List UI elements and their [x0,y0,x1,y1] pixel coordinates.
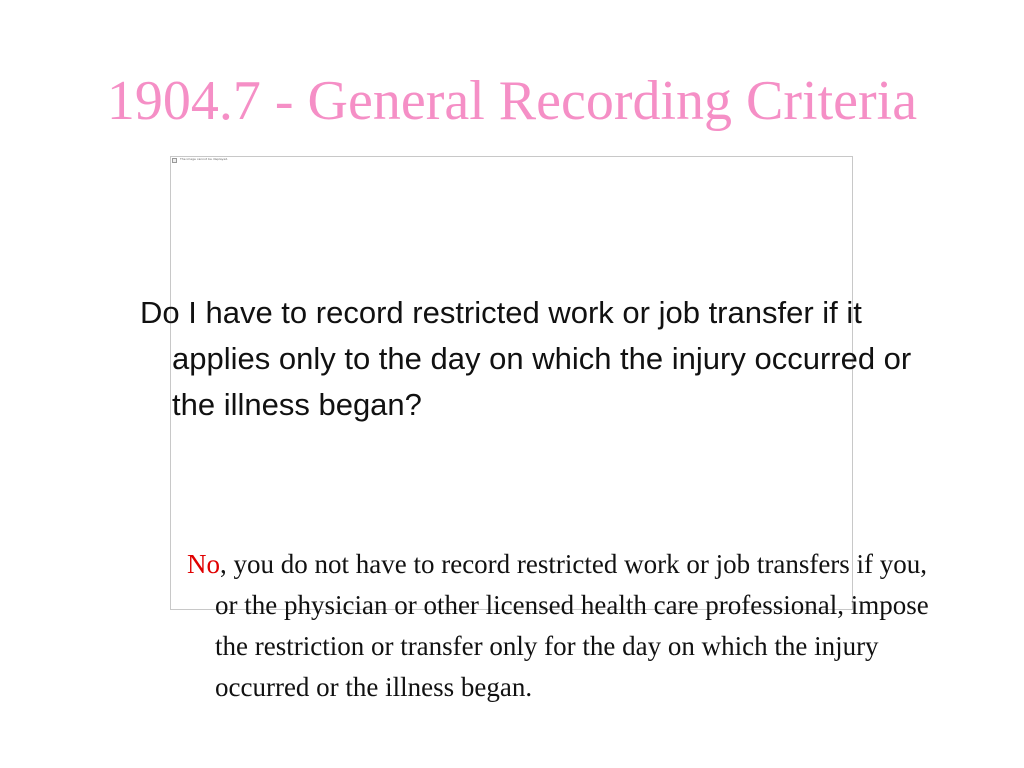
image-caption: The image cannot be displayed. [180,157,229,161]
broken-image-icon [172,158,177,163]
answer-keyword: No [187,549,220,579]
answer-text: , you do not have to record restricted work or job transfers if you, or the physician or other licensed health care professional, impose the restriction or transfer only for the day on which the injury occurred or the illness began. [215,549,929,702]
answer-paragraph [187,544,945,708]
question-text: Do I have to record restricted work or job transfer if it applies only to the day on which the injury occurred or the illness began? [140,295,912,422]
slide-title: 1904.7 - General Recording Criteria [106,70,918,132]
